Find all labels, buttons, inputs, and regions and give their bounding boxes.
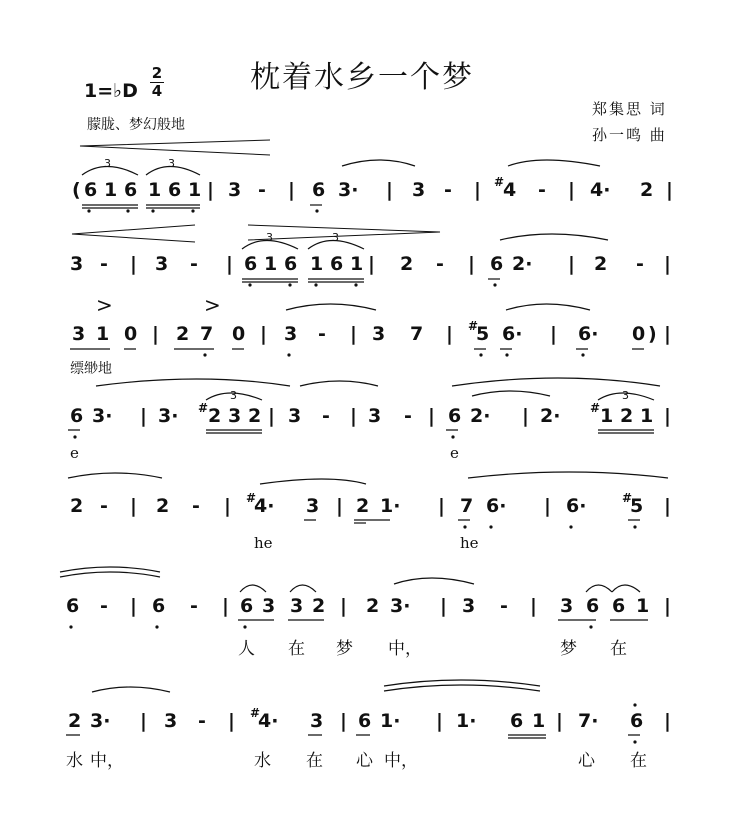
barline: | [130, 495, 137, 517]
note: 1· [456, 710, 477, 732]
note: 7 [410, 323, 424, 345]
row-7-lyrics [66, 751, 647, 771]
barline: | [268, 405, 275, 427]
note: 1 [148, 179, 162, 201]
note: 2 [640, 179, 654, 201]
note: 2 [208, 405, 222, 427]
barline: | [350, 323, 357, 345]
row-2-dots [248, 283, 496, 286]
barline: | [436, 710, 443, 732]
note: 1 [600, 405, 614, 427]
note: 6 [358, 710, 372, 732]
note: - [444, 179, 452, 201]
note: 6· [566, 495, 587, 517]
lyric: 在 [306, 751, 323, 771]
note: 6 [66, 595, 80, 617]
row-5-dots [463, 525, 636, 528]
note: 4· [590, 179, 611, 201]
barline: | [228, 710, 235, 732]
note: 2· [540, 405, 561, 427]
note: 0 [232, 323, 246, 345]
lyric: he [254, 534, 273, 552]
lyric: 梦 [560, 639, 577, 659]
sharp: # [468, 319, 479, 333]
note: - [192, 495, 200, 517]
sharp: # [246, 491, 257, 505]
note: 2 [312, 595, 326, 617]
note: 2 [400, 253, 414, 275]
note: 1 [350, 253, 364, 275]
barline: | [222, 595, 229, 617]
note: 3 [372, 323, 386, 345]
note: ) [648, 323, 657, 345]
note: 6 [70, 405, 84, 427]
note: 4· [254, 495, 275, 517]
lyric: 中， [384, 751, 418, 771]
note: - [322, 405, 330, 427]
row-3-accents [96, 293, 221, 317]
row-1-dots [87, 209, 318, 212]
barline: | [368, 253, 375, 275]
note: 3· [338, 179, 359, 201]
staff-row-1 [72, 175, 673, 201]
note: - [190, 253, 198, 275]
barline: | [568, 253, 575, 275]
song-title: 枕着水乡一个梦 [250, 60, 474, 95]
note: - [100, 253, 108, 275]
row-4-triplets [230, 389, 629, 402]
note: 3 [228, 405, 242, 427]
lyric: 梦 [336, 639, 353, 659]
barline: | [288, 179, 295, 201]
note: 3 [70, 253, 84, 275]
barline: | [664, 323, 671, 345]
barline: | [544, 495, 551, 517]
note: 3 [290, 595, 304, 617]
barline: | [336, 495, 343, 517]
note: 3 [284, 323, 298, 345]
note: 2· [512, 253, 533, 275]
barline: | [474, 179, 481, 201]
barline: | [568, 179, 575, 201]
row-4-dots [73, 435, 454, 438]
lyric: 心 [578, 751, 595, 771]
row-6-dots [69, 625, 592, 628]
barline: | [664, 253, 671, 275]
barline: | [428, 405, 435, 427]
barline: | [340, 710, 347, 732]
note: 1 [310, 253, 324, 275]
row-1-triplets [104, 157, 175, 170]
note: 1 [264, 253, 278, 275]
note: 0 [632, 323, 646, 345]
triplet-mark: 3 [622, 389, 629, 402]
sharp: # [250, 706, 261, 720]
note: 3 [288, 405, 302, 427]
note: 6 [152, 595, 166, 617]
lyric: 水 [254, 751, 271, 771]
staff-row-2 [70, 253, 671, 275]
barline: | [530, 595, 537, 617]
crescendo-hairpin [80, 140, 270, 155]
lyricist-credit: 郑集思 词 [592, 100, 667, 118]
barline: | [666, 179, 673, 201]
triplet-mark: 3 [266, 231, 273, 244]
hairpin-row2 [72, 225, 440, 242]
sharp: # [494, 175, 505, 189]
row-4-lyrics [70, 444, 459, 462]
triplet-mark: 3 [168, 157, 175, 170]
note: 6 [168, 179, 182, 201]
barline: | [522, 405, 529, 427]
barline: | [152, 323, 159, 345]
barline: | [550, 323, 557, 345]
barline: | [440, 595, 447, 617]
note: 4· [258, 710, 279, 732]
lyric: 在 [288, 639, 305, 659]
barline: | [664, 595, 671, 617]
triplet-mark: 3 [332, 231, 339, 244]
lyric: 在 [630, 751, 647, 771]
barline: | [386, 179, 393, 201]
note: 6· [578, 323, 599, 345]
lyric: e [450, 444, 459, 462]
lyric: e [70, 444, 79, 462]
note: 6 [510, 710, 524, 732]
note: 6 [448, 405, 462, 427]
note: 2 [620, 405, 634, 427]
note: 6 [240, 595, 254, 617]
note: 3 [368, 405, 382, 427]
tempo-marking: 朦胧、梦幻般地 [87, 117, 185, 133]
note: 3 [306, 495, 320, 517]
lyric: 人 [238, 639, 255, 659]
note: ( [72, 179, 81, 201]
composer-credit: 孙一鸣 曲 [592, 126, 667, 144]
note: 6 [612, 595, 626, 617]
key-signature: 1=♭D [84, 80, 138, 102]
staff-row-5 [70, 491, 671, 517]
note: 1 [532, 710, 546, 732]
note: 5 [630, 495, 644, 517]
note: 1 [188, 179, 202, 201]
lyric: he [460, 534, 479, 552]
staff-row-6 [66, 595, 671, 617]
note: 6· [502, 323, 523, 345]
lyric: 中， [90, 751, 124, 771]
note: 3 [462, 595, 476, 617]
note: 3 [72, 323, 86, 345]
row-7-marks [66, 680, 640, 738]
barline: | [664, 710, 671, 732]
barline: | [664, 405, 671, 427]
staff-row-4 [70, 401, 671, 427]
barline: | [350, 405, 357, 427]
note: - [198, 710, 206, 732]
note: 3· [390, 595, 411, 617]
triplet-mark: 3 [230, 389, 237, 402]
note: 3· [90, 710, 111, 732]
barline: | [226, 253, 233, 275]
accent-mark: > [204, 293, 221, 317]
note: 3· [92, 405, 113, 427]
note: 6 [124, 179, 138, 201]
row-6-lyrics [238, 639, 627, 659]
staff-row-3 [72, 319, 671, 345]
note: 2 [248, 405, 262, 427]
sharp: # [622, 491, 633, 505]
note: 5 [476, 323, 490, 345]
note: - [318, 323, 326, 345]
note: 4 [503, 179, 517, 201]
note: 1 [96, 323, 110, 345]
note: 6 [490, 253, 504, 275]
note: 3 [164, 710, 178, 732]
note: - [538, 179, 546, 201]
barline: | [446, 323, 453, 345]
note: 2 [156, 495, 170, 517]
note: 1· [380, 710, 401, 732]
row-4-marks [68, 378, 660, 433]
row-3-dots [203, 353, 584, 356]
note: 6 [284, 253, 298, 275]
barline: | [468, 253, 475, 275]
note: 2 [594, 253, 608, 275]
note: 6 [330, 253, 344, 275]
accent-mark: > [96, 293, 113, 317]
note: - [100, 595, 108, 617]
lyric: 中， [388, 639, 422, 659]
barline: | [340, 595, 347, 617]
note: - [190, 595, 198, 617]
barline: | [556, 710, 563, 732]
note: 3· [158, 405, 179, 427]
barline: | [664, 495, 671, 517]
note: 3 [310, 710, 324, 732]
note: 2 [366, 595, 380, 617]
note: 0 [124, 323, 138, 345]
note: 6 [312, 179, 326, 201]
note: 3 [155, 253, 169, 275]
lyric: 心 [356, 751, 373, 771]
time-signature-bottom: 4 [151, 82, 163, 100]
note: 2· [470, 405, 491, 427]
note: 3 [228, 179, 242, 201]
barline: | [140, 710, 147, 732]
note: 3 [412, 179, 426, 201]
triplet-mark: 3 [104, 157, 111, 170]
sharp: # [198, 401, 209, 415]
note: 2 [70, 495, 84, 517]
note: 7 [200, 323, 214, 345]
note: 1 [636, 595, 650, 617]
note: 6 [244, 253, 258, 275]
barline: | [224, 495, 231, 517]
time-signature-top: 2 [151, 64, 163, 82]
note: 7· [578, 710, 599, 732]
note: 6· [486, 495, 507, 517]
note: 2 [68, 710, 82, 732]
barline: | [438, 495, 445, 517]
note: 3 [560, 595, 574, 617]
note: - [404, 405, 412, 427]
row-5-lyrics [254, 534, 479, 552]
lyric: 在 [610, 639, 627, 659]
barline: | [260, 323, 267, 345]
note: 2 [176, 323, 190, 345]
barline: | [207, 179, 214, 201]
sharp: # [590, 401, 601, 415]
note: 3 [262, 595, 276, 617]
barline: | [130, 253, 137, 275]
section-marking: 缥缈地 [70, 361, 112, 377]
note: 1 [104, 179, 118, 201]
note: 1 [640, 405, 654, 427]
barline: | [140, 405, 147, 427]
note: - [258, 179, 266, 201]
note: 6 [84, 179, 98, 201]
note: - [436, 253, 444, 275]
note: 6 [586, 595, 600, 617]
note: 1· [380, 495, 401, 517]
note: 7 [460, 495, 474, 517]
barline: | [130, 595, 137, 617]
note: 6 [630, 710, 644, 732]
note: 2 [356, 495, 370, 517]
note: - [636, 253, 644, 275]
note: - [100, 495, 108, 517]
lyric: 水 [66, 751, 83, 771]
note: - [500, 595, 508, 617]
staff-row-7 [68, 706, 671, 732]
